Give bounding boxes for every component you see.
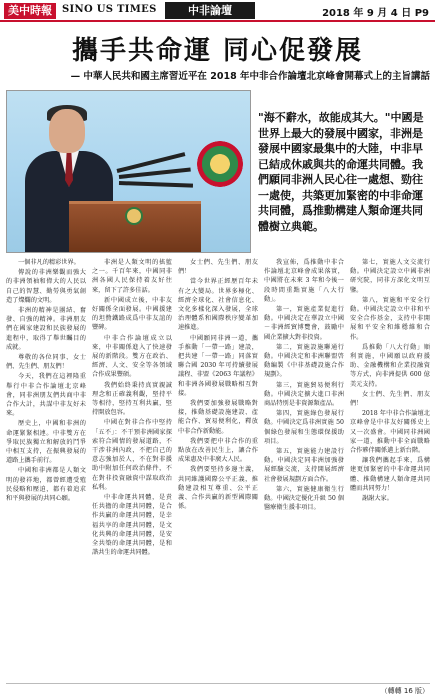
article-paragraph: 非洲的精神是團結、奮發、自強的精神。非洲朋友們在國家建設和民族發展的進程中，取得了舉世矚目的成就。 bbox=[6, 307, 86, 351]
article-column-2 bbox=[92, 258, 172, 683]
article-paragraph: 今天，我們在這裡隆重舉行中非合作論壇北京峰會，同非洲朋友們共商中非合作大計，共謀中非友好未來。 bbox=[6, 373, 86, 418]
article-paragraph: 第二，實施設施聯通行動。中國決定和非洲聯盟啓動編製《中非基礎設施合作規劃》。 bbox=[264, 343, 344, 379]
article-paragraph: 第六，實施健康衛生行動。中國決定優化升級 50 個醫療衛生援非項目。 bbox=[264, 485, 344, 512]
article-paragraph: 第七，實施人文交流行動。中國決定設立中國非洲研究院，同非方深化文明互鑒。 bbox=[350, 259, 430, 294]
article-column-1 bbox=[6, 258, 86, 683]
continued-note: （轉轉 16 版） bbox=[380, 687, 429, 695]
article-paragraph: 中國在對非合作中堅持「五不」：不干預非洲國家探索符合國情的發展道路，不干涉非洲內政，不把自己的意志強加於人，不在對非援助中附加任何政治條件，不在對非投資融資中謀取政治私利。 bbox=[92, 419, 172, 491]
article-paragraph: 女士們、先生們、朋友們！ bbox=[178, 259, 258, 276]
article-paragraph: 中國願同非洲一道，攜手推動「一帶一路」建設，把共建「一帶一路」同落實聯合國 2030 年可持續發展議程、非盟《2063 年議程》和非洲各國發展戰略相互對接。 bbox=[178, 334, 258, 397]
article-paragraph: 第五，實施能力建設行動。中國決定同非洲加強發展經驗交流，支持開展經濟社會發展規劃方面合作。 bbox=[264, 448, 344, 483]
pull-quote: "海不辭水，故能成其大。"中國是世界上最大的發展中國家，非洲是發展中國家最集中的大陸，中非早已結成休戚與共的命運共同體。我們願同非洲人民心往一處想、勁往一處使，共築更加緊密的中非命運共同體，爲推動構建人類命運共同體樹立典範。 bbox=[258, 111, 424, 233]
masthead bbox=[0, 0, 435, 22]
article-paragraph: 非洲是人類文明的搖籃之一。千百年來，中國同非洲各國人民保持着友好往來，留下了許多佳話。 bbox=[92, 259, 172, 294]
person-head bbox=[49, 109, 85, 153]
article-paragraph: 爲推動「八大行動」順利實施，中國願以政府援助、金融機構和企業投融資等方式，向非洲提供 600 億美元支持。 bbox=[350, 343, 430, 388]
article-paragraph: 第八，實施和平安全行動。中國決定設立中非和平安全合作基金，支持中非開展和平安全和維穩維和合作。 bbox=[350, 296, 430, 341]
article-paragraph: 我們始終秉持真實親誠理念和正確義利觀，堅持平等相待，堅持互利共贏，堅持開放包容。 bbox=[92, 381, 172, 417]
article-paragraph: 謝謝大家。 bbox=[362, 495, 393, 503]
podium-emblem-icon bbox=[125, 207, 143, 225]
article-paragraph: 我們要堅持多邊主義，共同維護國際公平正義，推動建設相互尊重、公平正義、合作共贏的新型國際關係。 bbox=[178, 466, 258, 511]
speaker-photo bbox=[6, 90, 251, 253]
microphone-icon bbox=[119, 181, 193, 188]
article-paragraph: 我宣佈，爲推動中非合作論壇北京峰會成果落實，中國將在未來 3 年和今後一段時間重點實施「八大行動」。 bbox=[264, 259, 344, 303]
article-column-5 bbox=[350, 258, 430, 683]
article-paragraph: 傳說的非洲樂觀而強大的非洲領袖和偉大的人民以自己的智慧、勤勞與勇氣創造了燦爛的文明。 bbox=[6, 269, 86, 304]
article-paragraph: 尊敬的各位同事、女士們、先生們、朋友們！ bbox=[6, 354, 86, 371]
summit-emblem-icon bbox=[197, 141, 243, 187]
article-paragraph: 女士們、先生們、朋友們！ bbox=[350, 390, 430, 408]
article-paragraph: 中國和非洲都是人類文明的發祥地，都曾經遭受殖民侵略和壓迫，都有着追求和平與發展的共同心願。 bbox=[6, 467, 86, 503]
logo-english: SINO US TIMES bbox=[62, 4, 157, 15]
article-paragraph: 我們要加強發展戰略對接，推動基礎設施建設、產能合作、貿易便利化，釋放中非合作新動能。 bbox=[178, 400, 258, 435]
issue-date: 2018 年 9 月 4 日 P9 bbox=[322, 8, 429, 19]
article-paragraph: 第三，實施貿易便利行動。中國決定擴大進口非洲商品特別是非資源類產品。 bbox=[264, 381, 344, 408]
article-paragraph: 讓我們攜起手來，爲構建更加緊密的中非命運共同體、推動構建人類命運共同體而共同努力！ bbox=[350, 457, 430, 492]
article-paragraph: 當今世界正經歷百年未有之大變局。世界多極化、經濟全球化、社會信息化、文化多樣化深入發展，全球治理體系和國際秩序變革加速推進。 bbox=[178, 278, 258, 332]
footer-rule bbox=[6, 683, 430, 684]
article-paragraph: 2018 年中非合作論壇北京峰會是中非友好關係史上又一次盛會。中國同非洲國家一道，推動中非全面戰略合作夥伴關係邁上新台階。 bbox=[350, 410, 430, 455]
article-paragraph: 第一，實施產業促進行動。中國決定在華設立中國－非洲經貿博覽會，鼓勵中國企業擴大對非投資。 bbox=[264, 306, 344, 341]
article-paragraph: 第四，實施綠色發展行動。中國決定爲非洲實施 50 個綠色發展和生態環保援助項目。 bbox=[264, 410, 344, 445]
section-tag: 中非論壇 bbox=[165, 2, 255, 19]
article-paragraph: 一個非凡的精彩世界。 bbox=[18, 259, 80, 266]
article-paragraph: 歷史上，中國和非洲的命運緊緊相連。中非雙方在爭取民族獨立和解放的鬥爭中相互支持，在振興發展的道路上攜手前行。 bbox=[6, 420, 86, 465]
page-subheadline: — 中華人民共和國主席習近平在 2018 年中非合作論壇北京峰會開幕式上的主旨講話 bbox=[70, 71, 430, 82]
article-column-4 bbox=[264, 258, 344, 683]
article-paragraph: 中非合作論壇成立以來，中非關係進入了快速發展的新階段。雙方在政治、經濟、人文、安全等各領域合作成果豐碩。 bbox=[92, 334, 172, 379]
article-column-3 bbox=[178, 258, 258, 683]
logo-chinese: 美中時報 bbox=[4, 3, 56, 19]
article-paragraph: 新中國成立後，中非友好關係全面發展。中國援建的坦贊鐵路成爲中非友誼的豐碑。 bbox=[92, 296, 172, 332]
article-body bbox=[6, 258, 430, 683]
page-headline: 攜手共命運 同心促發展 bbox=[71, 36, 364, 66]
article-paragraph: 我們要把中非合作的重點放在改善民生上，讓合作成果惠及中非廣大人民。 bbox=[178, 437, 258, 464]
article-paragraph: 中非命運共同體，是責任共擔的命運共同體，是合作共贏的命運共同體，是幸福共享的命運共同體，是文化共興的命運共同體，是安全共築的命運共同體，是和諧共生的命運共同體。 bbox=[92, 494, 172, 557]
